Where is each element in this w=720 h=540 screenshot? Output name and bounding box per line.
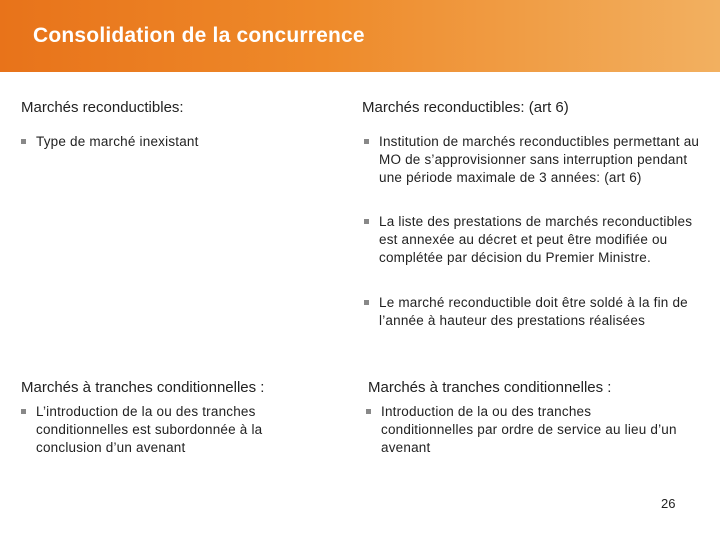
slide-title: Consolidation de la concurrence: [33, 24, 365, 47]
bullet-marker: [21, 409, 26, 414]
list-item: Institution de marchés reconductibles permettant au MO de s’approvisionner sans interruption pendant une période maximale de 3 années: (art 6): [364, 133, 704, 187]
right-heading-tranches: Marchés à tranches conditionnelles :: [368, 379, 612, 396]
bullet-marker: [364, 219, 369, 224]
list-item: La liste des prestations de marchés reconductibles est annexée au décret et peut être modifiée ou complétée par décision du Premier Ministre.: [364, 213, 704, 267]
title-bar: [0, 0, 720, 72]
bullet-marker: [364, 300, 369, 305]
list-item: Introduction de la ou des tranches conditionnelles par ordre de service au lieu d’un avenant: [366, 403, 686, 457]
list-item: Type de marché inexistant: [21, 133, 321, 151]
right-heading-reconductibles: Marchés reconductibles: (art 6): [362, 99, 569, 116]
left-heading-reconductibles: Marchés reconductibles:: [21, 99, 184, 116]
left-heading-tranches: Marchés à tranches conditionnelles :: [21, 379, 265, 396]
page-number: 26: [661, 496, 676, 511]
bullet-marker: [21, 139, 26, 144]
bullet-marker: [366, 409, 371, 414]
bullet-marker: [364, 139, 369, 144]
list-item: Le marché reconductible doit être soldé à la fin de l’année à hauteur des prestations réalisées: [364, 294, 704, 330]
list-item: L’introduction de la ou des tranches conditionnelles est subordonnée à la conclusion d’un avenant: [21, 403, 321, 457]
